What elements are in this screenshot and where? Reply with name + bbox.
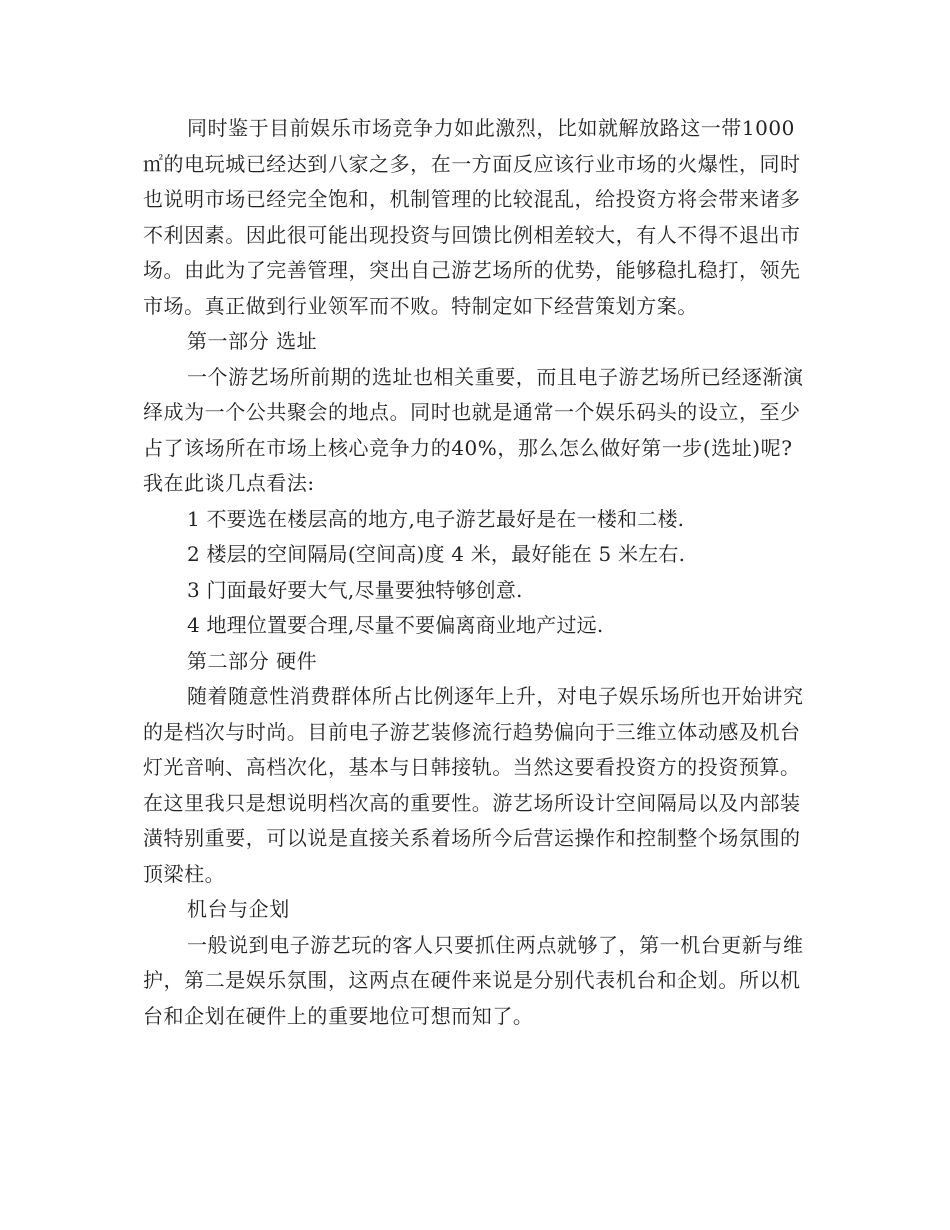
part1-paragraph: 一个游艺场所前期的选址也相关重要，而且电子游艺场所已经逐渐演绎成为一个公共聚会的地点。同时也就是通常一个娱乐码头的设立，至少占了该场所在市场上核心竞争力的40%，那么怎么做好第一步(选址)呢?我在此谈几点看法:	[143, 364, 804, 495]
part1-list-item: 2 楼层的空间隔局(空间高)度 4 米，最好能在 5 米左右.	[187, 542, 686, 566]
part2-heading: 第二部分 硬件	[187, 648, 318, 673]
section-heading: 机台与企划	[187, 897, 290, 921]
part2-paragraph: 随着随意性消费群体所占比例逐年上升，对电子娱乐场所也开始讲究的是档次与时尚。目前电子游艺装修流行趋势偏向于三维立体动感及机台灯光音响、高档次化，基本与日韩接轨。当然这要看投资方的投资预算。在这里我只是想说明档次高的重要性。游艺场所设计空间隔局以及内部装潢特别重要，可以说是直接关系着场所今后营运操作和控制整个场氛围的顶梁柱。	[143, 684, 804, 886]
document-body	[143, 111, 811, 1034]
part1-list-item: 3 门面最好要大气,尽量要独特够创意.	[187, 577, 523, 602]
part1-list-item: 1 不要选在楼层高的地方,电子游艺最好是在一楼和二楼.	[187, 506, 685, 531]
part1-list-item: 4 地理位置要合理,尽量不要偏离商业地产过远.	[187, 613, 604, 637]
section-paragraph: 一般说到电子游艺玩的客人只要抓住两点就够了，第一机台更新与维护，第二是娱乐氛围，这两点在硬件来说是分别代表机台和企划。所以机台和企划在硬件上的重要地位可想而知了。	[143, 932, 804, 1028]
part1-heading: 第一部分 选址	[187, 329, 318, 353]
intro-paragraph: 同时鉴于目前娱乐市场竞争力如此激烈，比如就解放路这一带1000㎡的电玩城已经达到八家之多，在一方面反应该行业市场的火爆性，同时也说明市场已经完全饱和，机制管理的比较混乱，给投资方将会带来诸多不利因素。因此很可能出现投资与回馈比例相差较大，有人不得不退出市场。由此为了完善管理，突出自己游艺场所的优势，能够稳扎稳打，领先市场。真正做到行业领军而不败。特制定如下经营策划方案。	[143, 116, 801, 318]
